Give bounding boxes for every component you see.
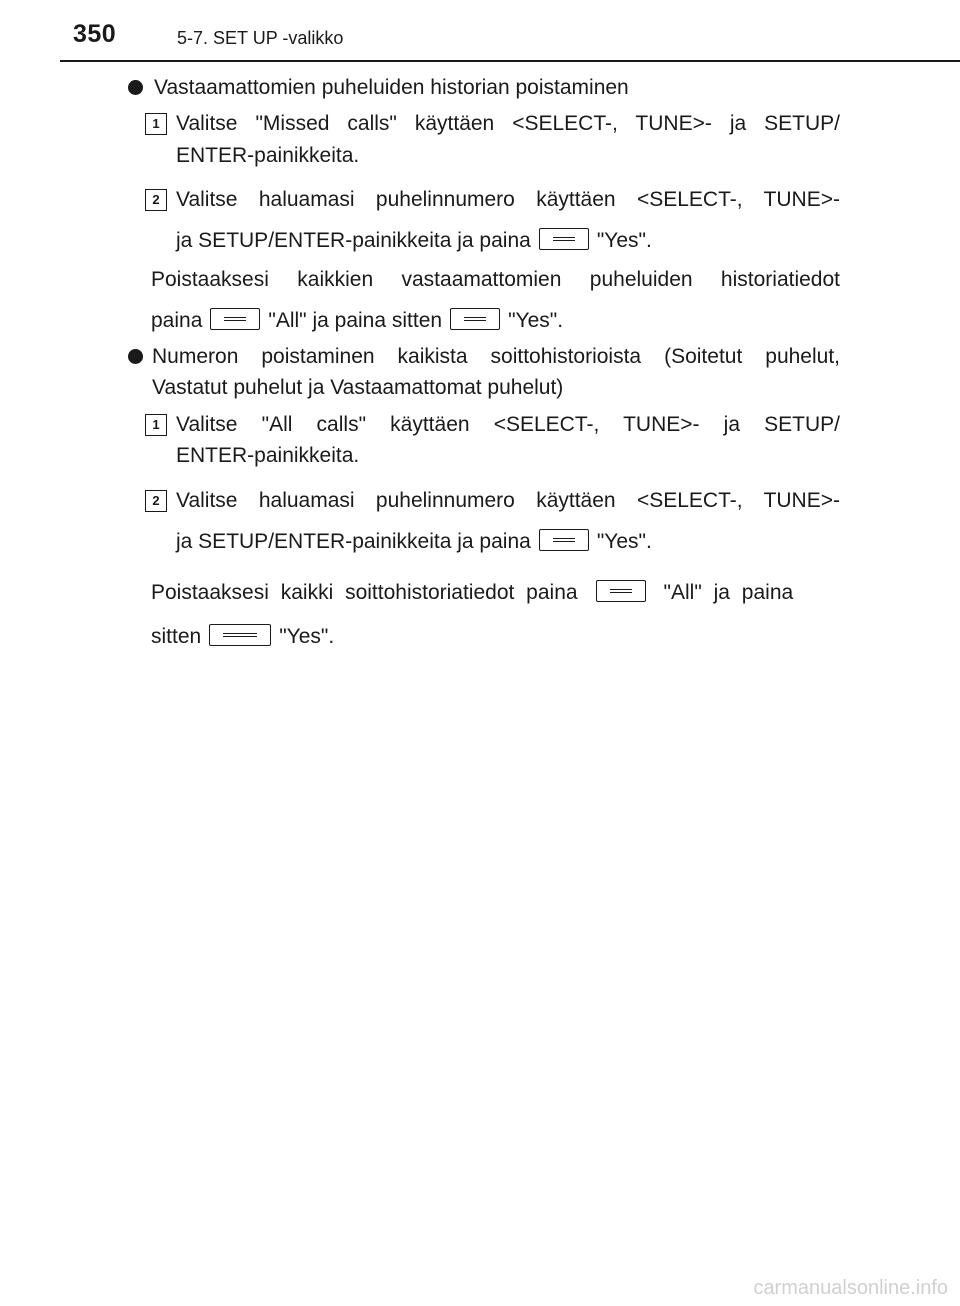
block2-heading-line1: Numeron poistaminen kaikista soittohistorioista (Soitetut puhelut, xyxy=(152,345,840,368)
block1-note-line2 xyxy=(151,308,563,334)
block1-heading: Vastaamattomien puheluiden historian poistaminen xyxy=(154,76,629,99)
page-number: 350 xyxy=(73,20,117,48)
button-press-icon xyxy=(209,624,271,646)
watermark: carmanualsonline.info xyxy=(753,1277,948,1299)
block1-note-line1: Poistaaksesi kaikkien vastaamattomien puheluiden historiatiedot xyxy=(151,268,840,291)
block1-step2-line1: Valitse haluamasi puhelinnumero käyttäen <SELECT-, TUNE>- xyxy=(176,188,840,211)
text-segment: paina xyxy=(151,309,203,332)
text-segment: "All" ja paina sitten xyxy=(268,309,443,332)
section-title: 5-7. SET UP -valikko xyxy=(177,28,344,48)
block2-step1-line2: ENTER-painikkeita. xyxy=(176,444,360,467)
block2-heading-line2: Vastatut puhelut ja Vastaamattomat puhelut) xyxy=(152,376,564,399)
button-press-icon xyxy=(596,580,646,602)
text-segment: ja SETUP/ENTER-painikkeita ja paina xyxy=(176,530,531,553)
text-segment: sitten xyxy=(151,625,202,648)
button-press-icon xyxy=(539,228,589,250)
block1-step1-line2: ENTER-painikkeita. xyxy=(176,144,360,167)
button-press-icon xyxy=(210,308,260,330)
block1-step1-line1: Valitse "Missed calls" käyttäen <SELECT-, TUNE>- ja SETUP/ xyxy=(176,112,840,135)
block2-step2-line1: Valitse haluamasi puhelinnumero käyttäen <SELECT-, TUNE>- xyxy=(176,489,840,512)
step-number-badge: 2 xyxy=(145,490,167,512)
step-number-badge: 2 xyxy=(145,189,167,211)
block2-step2-line2 xyxy=(176,529,652,555)
block2-step1-line1: Valitse "All calls" käyttäen <SELECT-, TUNE>- ja SETUP/ xyxy=(176,413,840,436)
text-segment: "All" ja paina xyxy=(663,581,794,604)
page-header xyxy=(0,0,960,70)
text-segment: "Yes". xyxy=(596,530,652,553)
header-rule xyxy=(60,60,960,62)
block2-note-line1 xyxy=(151,580,793,606)
step-number-badge: 1 xyxy=(145,113,167,135)
button-press-icon xyxy=(539,529,589,551)
block1-step2-line2 xyxy=(176,228,652,254)
bullet-dot-icon xyxy=(128,349,143,364)
text-segment: "Yes". xyxy=(596,229,652,252)
step-number-badge: 1 xyxy=(145,414,167,436)
text-segment: ja SETUP/ENTER-painikkeita ja paina xyxy=(176,229,531,252)
text-segment: "Yes". xyxy=(279,625,335,648)
button-press-icon xyxy=(450,308,500,330)
text-segment: "Yes". xyxy=(508,309,564,332)
text-segment: Poistaaksesi kaikki soittohistoriatiedot paina xyxy=(151,581,578,604)
block2-note-line2 xyxy=(151,624,334,650)
bullet-dot-icon xyxy=(128,80,143,95)
